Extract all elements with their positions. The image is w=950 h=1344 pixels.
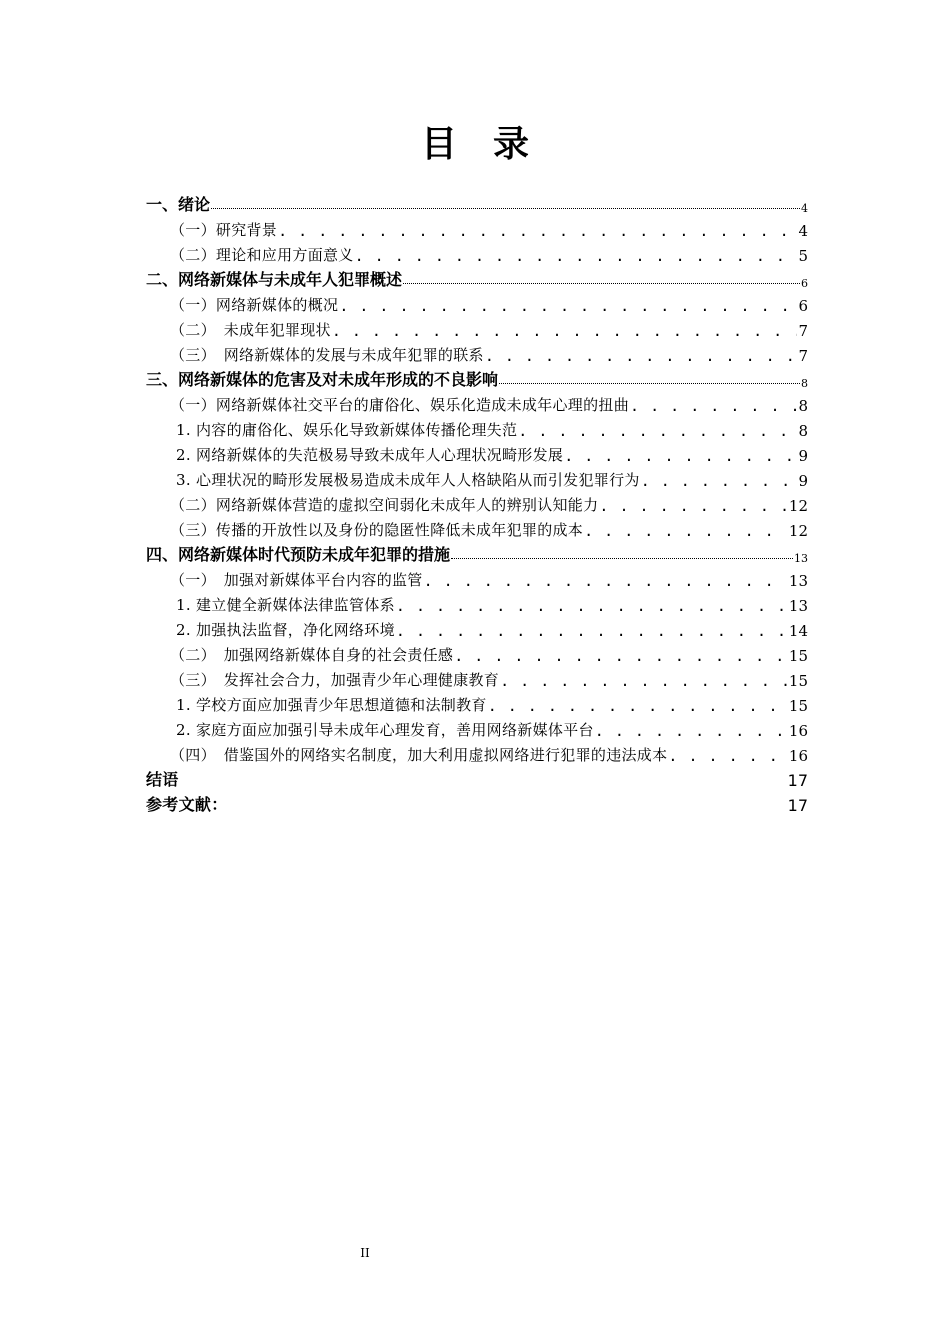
page-number: II <box>360 1246 370 1260</box>
toc-entry[interactable] <box>146 790 808 815</box>
toc-entry-page: 9 <box>798 472 808 490</box>
dot-leader <box>332 322 798 340</box>
toc-entry-label: 2. 加强执法监督，净化网络环境 <box>176 621 395 639</box>
toc-entry-label: （二）网络新媒体营造的虚拟空间弱化未成年人的辨别认知能力 <box>170 496 599 514</box>
toc-entry-label: （一） 加强对新媒体平台内容的监管 <box>170 571 423 589</box>
toc-entry-page: 8 <box>798 397 808 415</box>
toc-entry-page: 6 <box>801 277 808 290</box>
toc-entry[interactable] <box>146 290 808 315</box>
toc-entry-label: （二） 加强网络新媒体自身的社会责任感 <box>170 646 454 664</box>
toc-entry[interactable] <box>146 715 808 740</box>
dot-leader <box>564 447 797 465</box>
dot-leader <box>355 247 798 265</box>
toc-entry-page: 8 <box>798 422 808 440</box>
dot-leader <box>211 208 800 209</box>
toc-entry-label: （一）研究背景 <box>170 221 278 239</box>
dot-leader <box>403 283 800 284</box>
toc-entry[interactable] <box>146 340 808 365</box>
dot-leader <box>641 472 798 490</box>
dot-leader <box>499 383 800 384</box>
toc-entry-label: 1. 内容的庸俗化、娱乐化导致新媒体传播伦理失范 <box>176 421 518 439</box>
toc-entry-label: 3. 心理状况的畸形发展极易造成未成年人人格缺陷从而引发犯罪行为 <box>176 471 640 489</box>
dot-leader <box>668 747 788 765</box>
toc-entry[interactable] <box>146 640 808 665</box>
toc-entry-label: 1. 建立健全新媒体法律监管体系 <box>176 596 395 614</box>
dot-leader <box>424 572 788 590</box>
toc-entry[interactable] <box>146 415 808 440</box>
toc-entry-label: （二）理论和应用方面意义 <box>170 246 354 264</box>
dot-leader <box>599 497 788 515</box>
toc-entry-label: 三、网络新媒体的危害及对未成年形成的不良影响 <box>146 370 499 389</box>
toc-entry-label: （三）传播的开放性以及身份的隐匿性降低未成年犯罪的成本 <box>170 521 584 539</box>
toc-entry-page: 12 <box>788 522 808 540</box>
dot-leader <box>485 347 798 365</box>
dot-leader <box>630 397 797 415</box>
toc-entry-label: 2. 网络新媒体的失范极易导致未成年人心理状况畸形发展 <box>176 446 564 464</box>
dot-leader <box>488 697 788 715</box>
toc-entry-page: 5 <box>798 247 808 265</box>
toc-entry[interactable] <box>146 515 808 540</box>
toc-entry[interactable] <box>146 490 808 515</box>
toc-entry-label: 结语 <box>146 770 179 789</box>
toc-entry[interactable] <box>146 590 808 615</box>
toc-entry-page: 14 <box>788 622 808 640</box>
toc-entry[interactable] <box>146 740 808 765</box>
toc-entry-page: 4 <box>798 222 808 240</box>
toc-entry-label: （一）网络新媒体社交平台的庸俗化、娱乐化造成未成年心理的扭曲 <box>170 396 630 414</box>
dot-leader <box>396 622 788 640</box>
toc-entry-page: 17 <box>787 771 808 790</box>
toc-entry-page: 13 <box>788 597 808 615</box>
table-of-contents <box>146 190 808 815</box>
toc-entry-label: （三） 网络新媒体的发展与未成年犯罪的联系 <box>170 346 484 364</box>
toc-entry-page: 12 <box>788 497 808 515</box>
toc-entry-page: 13 <box>794 552 808 565</box>
dot-leader <box>396 597 788 615</box>
toc-entry-page: 13 <box>788 572 808 590</box>
toc-entry-label: 四、网络新媒体时代预防未成年犯罪的措施 <box>146 545 451 564</box>
toc-entry[interactable] <box>146 390 808 415</box>
toc-entry-page: 7 <box>798 322 808 340</box>
dot-leader <box>454 647 788 665</box>
toc-entry[interactable] <box>146 240 808 265</box>
dot-leader <box>584 522 788 540</box>
toc-entry[interactable] <box>146 540 808 565</box>
toc-entry[interactable] <box>146 615 808 640</box>
toc-entry[interactable] <box>146 465 808 490</box>
toc-entry[interactable] <box>146 440 808 465</box>
toc-entry-page: 6 <box>798 297 808 315</box>
toc-entry-label: 2. 家庭方面应加强引导未成年心理发育，善用网络新媒体平台 <box>176 721 594 739</box>
dot-leader <box>595 722 788 740</box>
toc-entry[interactable] <box>146 365 808 390</box>
dot-leader <box>500 672 788 690</box>
toc-entry-label: 一、绪论 <box>146 195 211 214</box>
toc-entry-label: （一）网络新媒体的概况 <box>170 296 339 314</box>
page-title: 目 录 <box>420 124 529 165</box>
toc-entry-page: 7 <box>798 347 808 365</box>
toc-entry-page: 17 <box>787 796 808 815</box>
dot-leader <box>451 558 793 559</box>
toc-entry-page: 16 <box>788 747 808 765</box>
toc-entry-page: 15 <box>788 647 808 665</box>
toc-entry-page: 15 <box>788 697 808 715</box>
toc-entry-label: （二） 未成年犯罪现状 <box>170 321 331 339</box>
toc-entry[interactable] <box>146 565 808 590</box>
toc-entry[interactable] <box>146 190 808 215</box>
dot-leader <box>339 297 797 315</box>
toc-entry-label: （四） 借鉴国外的网络实名制度，加大利用虚拟网络进行犯罪的违法成本 <box>170 746 668 764</box>
toc-entry[interactable] <box>146 690 808 715</box>
toc-entry-page: 9 <box>798 447 808 465</box>
toc-entry-page: 16 <box>788 722 808 740</box>
toc-entry-label: （三） 发挥社会合力，加强青少年心理健康教育 <box>170 671 500 689</box>
toc-entry[interactable] <box>146 215 808 240</box>
toc-entry[interactable] <box>146 265 808 290</box>
dot-leader <box>518 422 797 440</box>
toc-entry-page: 8 <box>801 377 808 390</box>
toc-entry-page: 15 <box>788 672 808 690</box>
toc-entry-label: 1. 学校方面应加强青少年思想道德和法制教育 <box>176 696 487 714</box>
toc-entry-label: 参考文献： <box>146 795 228 814</box>
toc-entry[interactable] <box>146 765 808 790</box>
toc-entry[interactable] <box>146 315 808 340</box>
toc-entry-page: 4 <box>801 202 808 215</box>
toc-entry[interactable] <box>146 665 808 690</box>
dot-leader <box>278 222 797 240</box>
toc-entry-label: 二、网络新媒体与未成年人犯罪概述 <box>146 270 403 289</box>
